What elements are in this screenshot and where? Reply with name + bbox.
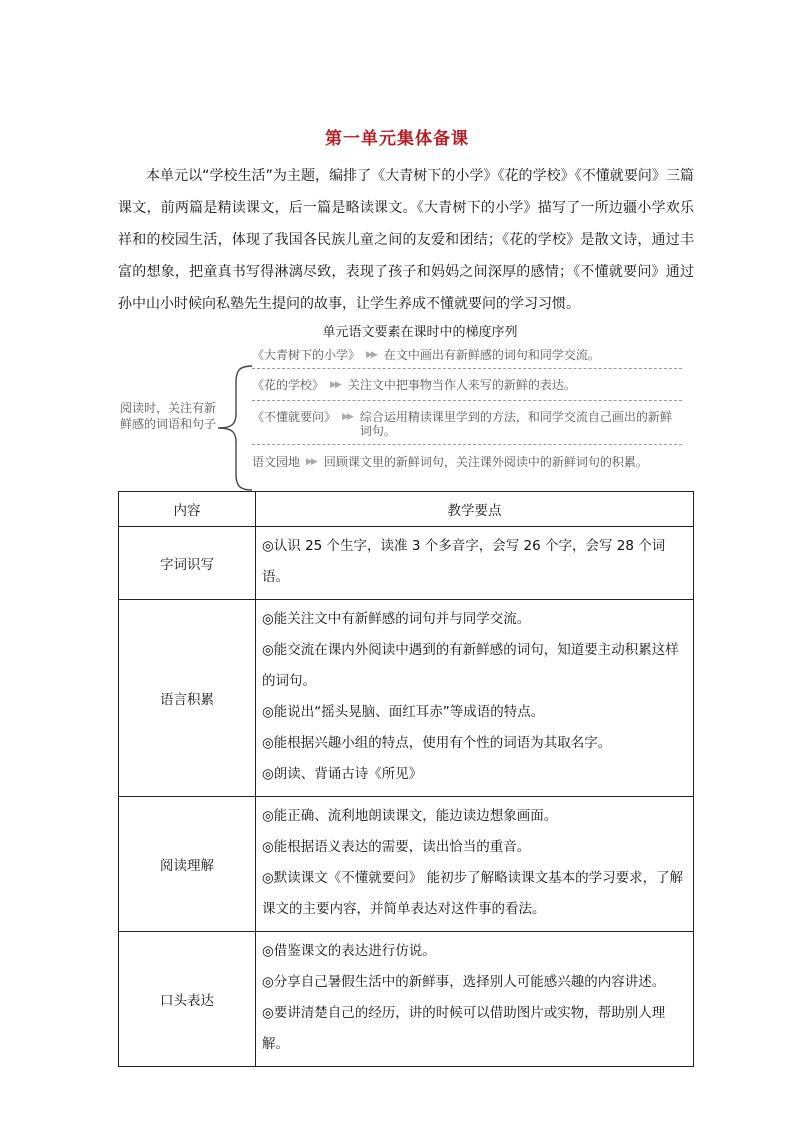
diagram-book: 《花的学校》 <box>252 378 325 392</box>
point-item: ◎能正确、流利地朗读课文，能边读边想象画面。 <box>262 808 558 824</box>
points-cell <box>256 932 694 1067</box>
point-item: ◎借鉴课文的表达进行仿说。 <box>262 943 436 959</box>
point-item: ◎能关注文中有新鲜感的词句并与同学交流。 <box>262 611 531 627</box>
diagram-row <box>252 410 682 445</box>
diagram-book: 语文园地 <box>252 455 301 469</box>
brace-icon <box>212 362 256 494</box>
arrow-icon: ▶▶ <box>330 380 340 390</box>
diagram-text: 在文中画出有新鲜感的词句和同学交流。 <box>383 348 600 362</box>
diagram-text: 关注文中把事物当作人来写的新鲜的表达。 <box>347 378 576 392</box>
point-item: ◎要讲清楚自己的经历，讲的时候可以借助图片或实物，帮助别人理解。 <box>262 1005 666 1052</box>
table-row <box>119 527 694 600</box>
diagram-book: 《不懂就要问》 <box>252 410 337 424</box>
table-row <box>119 600 694 797</box>
page-title: 第一单元集体备课 <box>325 129 469 149</box>
point-item: ◎能根据语义表达的需要，读出恰当的重音。 <box>262 839 531 855</box>
diagram-title: 单元语文要素在课时中的梯度序列 <box>322 325 518 340</box>
category-cell: 字词识写 <box>119 527 256 600</box>
arrow-icon: ▶▶ <box>366 350 376 360</box>
table-header-row <box>119 492 694 527</box>
point-item: ◎朗读、背诵古诗《所见》 <box>262 766 423 782</box>
category-cell: 口头表达 <box>119 932 256 1067</box>
diagram-row <box>252 378 682 401</box>
header-points: 教学要点 <box>256 492 694 527</box>
header-content: 内容 <box>119 492 256 527</box>
intro-paragraph: 本单元以“学校生活”为主题，编排了《大青树下的小学》《花的学校》《不懂就要问》三篇课文，前两篇是精读课文，后一篇是略读课文。《大青树下的小学》描写了一所边疆小学欢乐祥和的校园生活，体现了我国各民族儿童之间的友爱和团结；《花的学校》是散文诗，通过丰富的想象，把童真书写得淋漓尽致，表现了孩子和妈妈之间深厚的感情；《不懂就要问》通过孙中山小时候向私塾先生提问的故事，让学生养成不懂就要问的学习习惯。 <box>118 168 694 312</box>
diagram-book: 《大青树下的小学》 <box>252 348 361 362</box>
points-cell <box>256 600 694 797</box>
diagram-row <box>252 348 682 369</box>
point-item: ◎能根据兴趣小组的特点，使用有个性的词语为其取名字。 <box>262 735 612 751</box>
category-cell: 语言积累 <box>119 600 256 797</box>
arrow-icon: ▶▶ <box>342 412 352 422</box>
diagram-row <box>252 455 682 485</box>
points-cell <box>256 797 694 932</box>
category-cell: 阅读理解 <box>119 797 256 932</box>
table-row <box>119 797 694 932</box>
point-item: ◎默读课文《不懂就要问》 能初步了解略读课文基本的学习要求，了解课文的主要内容，并简单表达对这件事的看法。 <box>262 870 684 917</box>
teaching-points-table <box>118 491 694 1067</box>
intro-section <box>118 160 694 320</box>
points-cell <box>256 527 694 600</box>
table-row <box>119 932 694 1067</box>
arrow-icon: ▶▶ <box>306 457 316 467</box>
point-item: ◎认识 25 个生字，读准 3 个多音字，会写 26 个字，会写 28 个词语。 <box>262 538 666 585</box>
point-item: ◎能说出“摇头晃脑、面红耳赤”等成语的特点。 <box>262 704 545 720</box>
diagram-left-label: 阅读时，关注有新鲜感的词语和句子 <box>120 401 217 431</box>
point-item: ◎能交流在课内外阅读中遇到的有新鲜感的词句，知道要主动积累这样的词句。 <box>262 642 679 689</box>
diagram-text: 回顾课文里的新鲜词句，关注课外阅读中的新鲜词句的积累。 <box>323 455 648 469</box>
point-item: ◎分享自己暑假生活中的新鲜事，选择别人可能感兴趣的内容讲述。 <box>262 974 666 990</box>
diagram-text: 综合运用精读课里学到的方法，和同学交流自己画出的新鲜词句。 <box>359 410 672 438</box>
